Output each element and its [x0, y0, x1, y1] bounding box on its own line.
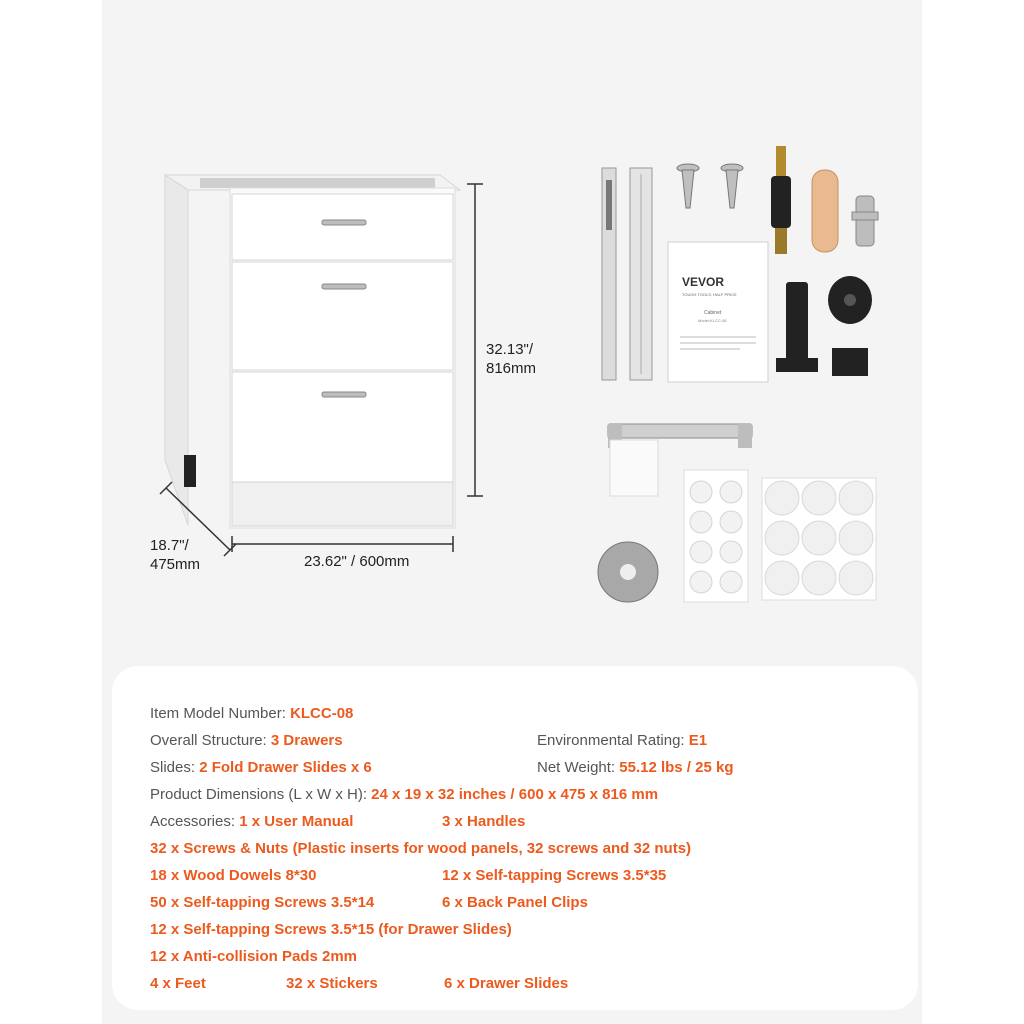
- depth-inches: 18.7"/: [150, 537, 189, 554]
- anti-collision-pads-icon: [684, 470, 748, 602]
- accessory-item: 18 x Wood Dowels 8*30: [150, 867, 317, 884]
- drawer-slides-icon: [602, 168, 652, 380]
- accessory-item: 32 x Screws & Nuts (Plastic inserts for wood panels, 32 screws and 32 nuts): [150, 840, 692, 857]
- accessory-item: 12 x Self-tapping Screws 3.5*15 (for Drawer Slides): [150, 921, 512, 938]
- specs-card: [112, 666, 918, 1010]
- user-manual-icon: [668, 242, 768, 382]
- spec-weight-value: 55.12 lbs / 25 kg: [619, 759, 734, 776]
- drawer-bottom: [232, 372, 453, 482]
- manual-brand: VEVOR: [682, 275, 725, 289]
- height-dimension: [486, 340, 536, 378]
- spec-structure-row: [150, 731, 343, 751]
- drawer-top: [232, 194, 453, 260]
- accessory-item: 6 x Drawer Slides: [444, 975, 569, 992]
- height-mm: 816mm: [486, 360, 537, 377]
- manual-title: Cabinet: [704, 310, 722, 316]
- spec-env-value: E1: [688, 732, 708, 749]
- spec-env-row: [537, 731, 707, 751]
- spec-dims-label: Product Dimensions (L x W x H):: [150, 786, 367, 803]
- spec-weight-row: [537, 758, 734, 778]
- connector-icon: [852, 196, 878, 246]
- spec-dims-row: [150, 785, 658, 805]
- spec-accessories-row: [150, 812, 353, 832]
- spec-model-label: Item Model Number:: [150, 705, 286, 722]
- spec-slides-value: 2 Fold Drawer Slides x 6: [199, 759, 372, 776]
- foot-icon: [776, 282, 818, 372]
- accessory-item: 4 x Feet: [150, 975, 206, 992]
- wood-dowel-icon: [812, 170, 838, 252]
- accessory-item: 1 x User Manual: [239, 813, 354, 830]
- spec-structure-value: 3 Drawers: [270, 732, 343, 749]
- handle-package-icon: [610, 440, 658, 496]
- accessory-item: 12 x Anti-collision Pads 2mm: [150, 948, 358, 965]
- manual-tagline: TOUGH TOOLS, HALF PRICE: [682, 292, 737, 297]
- accessory-item: 50 x Self-tapping Screws 3.5*14: [150, 894, 375, 911]
- accessory-item: 12 x Self-tapping Screws 3.5*35: [442, 867, 667, 884]
- depth-dimension: [150, 536, 200, 574]
- spec-structure-label: Overall Structure:: [150, 732, 267, 749]
- manual-model: Model:KLCC-08: [698, 318, 727, 323]
- spec-env-label: Environmental Rating:: [537, 732, 685, 749]
- spec-slides-label: Slides:: [150, 759, 196, 776]
- spec-model-row: [150, 704, 353, 724]
- cam-lock-icon: [598, 542, 658, 602]
- accessory-item: 3 x Handles: [442, 813, 526, 830]
- spec-weight-label: Net Weight:: [537, 759, 616, 776]
- width-dimension: 23.62" / 600mm: [304, 553, 410, 570]
- spec-accessories-label: Accessories:: [150, 813, 236, 830]
- spec-model-value: KLCC-08: [290, 705, 354, 722]
- stickers-icon: [762, 478, 876, 600]
- depth-mm: 475mm: [150, 556, 201, 573]
- spec-slides-row: [150, 758, 372, 778]
- screws-icon: [677, 164, 743, 208]
- screw-insert-icon: [771, 146, 791, 254]
- back-panel-clip-icon: [828, 276, 872, 376]
- accessory-item: 6 x Back Panel Clips: [442, 894, 588, 911]
- height-inches: 32.13"/: [486, 341, 534, 358]
- accessory-item: 32 x Stickers: [286, 975, 378, 992]
- accessories-illustration: [590, 140, 890, 620]
- spec-dims-value: 24 x 19 x 32 inches / 600 x 475 x 816 mm: [371, 786, 659, 803]
- drawer-middle: [232, 262, 453, 370]
